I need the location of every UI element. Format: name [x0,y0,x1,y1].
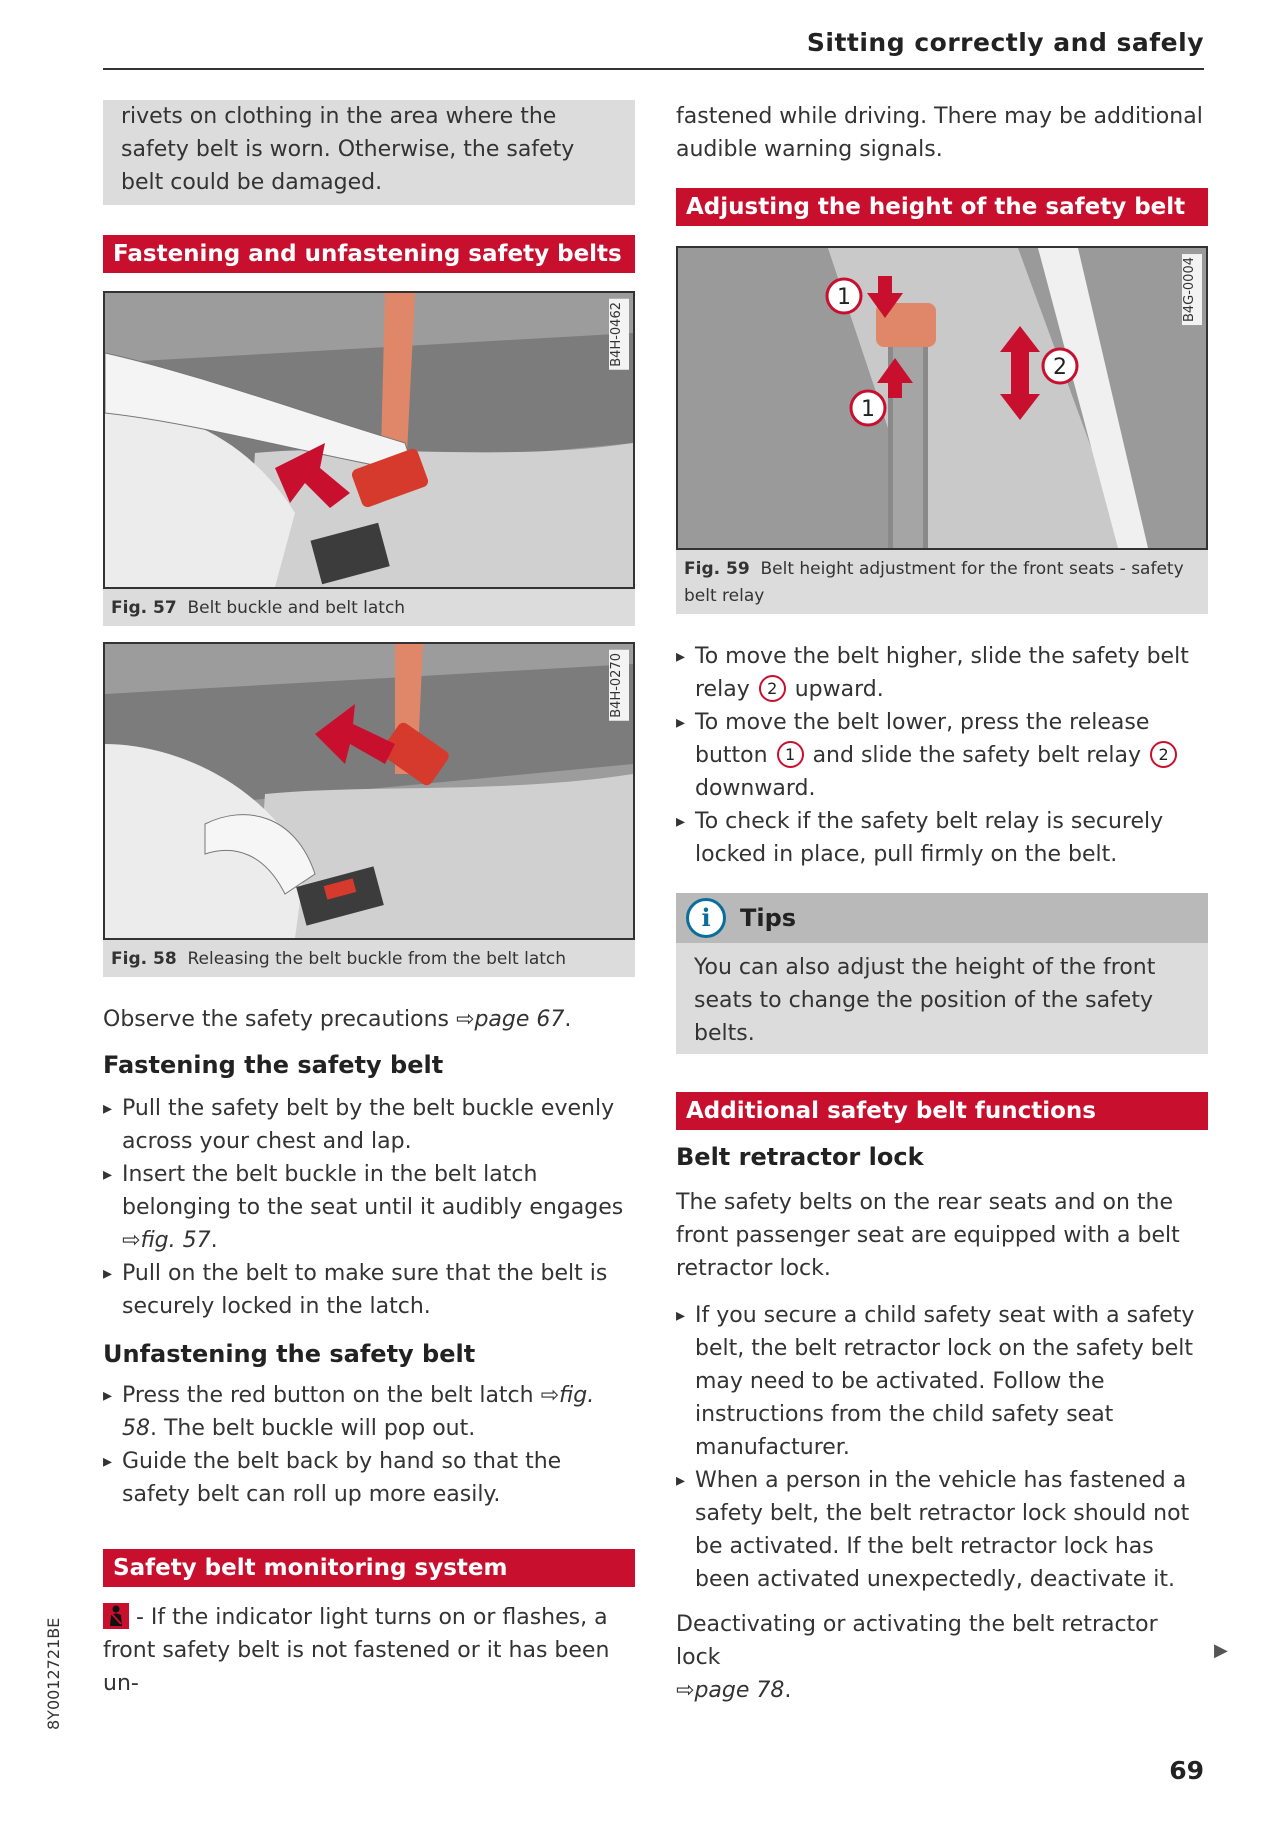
figure-58-label: Fig. 58 [111,949,177,969]
figure-59-caption [676,550,1208,614]
section-heading-fastening: Fastening and unfastening safety belts [103,235,635,273]
belt-height-illustration [678,248,1206,548]
figure-59-code: B4G-0004 [1182,254,1202,325]
height-step-2-b: and slide the safety belt relay [812,743,1142,768]
arrow-ref-icon: ⇨ [540,1383,560,1408]
observe-paragraph [103,1003,635,1036]
unfastening-steps [103,1379,635,1511]
list-item [676,706,1208,805]
list-item: ▸ To check if the safety belt relay is securely locked in place, pull firmly on the belt. [676,805,1208,871]
section-heading-height: Adjusting the height of the safety belt [676,188,1208,226]
figure-59 [676,246,1208,614]
list-item [103,1379,635,1445]
arrow-ref-icon: ⇨ [122,1228,141,1253]
height-steps [676,640,1208,871]
figure-57-label: Fig. 57 [111,598,177,618]
list-item: ▸ If you secure a child safety seat with a safety belt, the belt retractor lock on the safety belt may need to be activated. Follow the instructions from the child safety seat manufacturer. [676,1299,1208,1464]
seatbelt-warning-icon [103,1603,129,1629]
figure-58-caption [103,940,635,977]
observe-page-link[interactable]: page 67 [474,1007,565,1032]
info-icon: i [686,898,726,938]
continued-note-box [103,100,635,205]
figure-59-label: Fig. 59 [684,559,750,579]
fig-58-link[interactable]: fig. 58 [122,1383,595,1441]
page-header-title: Sitting correctly and safely [806,28,1204,57]
figure-57 [103,291,635,626]
tips-text: You can also adjust the height of the front seats to change the position of the safety belts. [694,955,1156,1046]
figure-58-caption-text: Releasing the belt buckle from the belt latch [187,949,567,969]
header-rule [103,68,1204,70]
callout-2-inline: 2 [1150,741,1177,768]
arrow-ref-icon: ⇨ [456,1007,475,1032]
figure-59-caption-text: Belt height adjustment for the front seats - safety belt relay [684,559,1184,606]
section-heading-additional: Additional safety belt functions [676,1092,1208,1130]
fig59-callout-1-bottom: 1 [861,397,875,422]
continued-paragraph: fastened while driving. There may be additional audible warning signals. [676,104,1203,162]
monitoring-paragraph [103,1601,635,1700]
figure-58 [103,642,635,977]
fastening-step-2-text: Insert the belt buckle in the belt latch belonging to the seat until it audibly engages [122,1162,624,1220]
retractor-steps [676,1299,1208,1596]
page-78-link[interactable]: page 78 [694,1678,785,1703]
tips-body [676,943,1208,1054]
list-item: ▸ Guide the belt back by hand so that the safety belt can roll up more easily. [103,1445,635,1511]
fig59-callout-1-top: 1 [837,285,851,310]
figure-58-code: B4H-0270 [609,650,629,721]
retractor-paragraph: The safety belts on the rear seats and on the front passenger seat are equipped with a belt retractor lock. [676,1190,1180,1281]
unfastening-heading: Unfastening the safety belt [103,1340,476,1368]
height-step-2-a: To move the belt lower, press the release button [695,710,1150,768]
next-page-arrow-icon[interactable]: ▶ [1214,1640,1228,1661]
section-heading-monitoring: Safety belt monitoring system [103,1549,635,1587]
belt-release-illustration [105,644,633,938]
figure-58-image [103,642,635,940]
retractor-heading: Belt retractor lock [676,1143,924,1171]
figure-57-image [103,291,635,589]
fastening-steps [103,1092,635,1323]
deactivate-end: . [784,1678,792,1703]
arrow-ref-icon: ⇨ [676,1678,695,1703]
figure-57-caption-text: Belt buckle and belt latch [187,598,406,618]
continued-note-text: rivets on clothing in the area where the safety belt is worn. Otherwise, the safety belt could be damaged. [121,104,575,195]
fig-57-link[interactable]: fig. 57 [140,1228,211,1253]
document-code: 8Y0012721BE [44,1617,63,1730]
height-step-2-c: downward. [695,776,816,801]
list-item: ▸ Pull the safety belt by the belt buckle evenly across your chest and lap. [103,1092,635,1158]
callout-1-inline: 1 [777,741,804,768]
tips-header [676,893,1208,943]
tips-box [676,893,1208,1054]
observe-end: . [564,1007,572,1032]
belt-buckle-illustration [105,293,633,587]
fastening-heading: Fastening the safety belt [103,1051,444,1079]
figure-57-code: B4H-0462 [609,299,629,370]
observe-text: Observe the safety precautions [103,1007,457,1032]
list-item: ▸ When a person in the vehicle has fastened a safety belt, the belt retractor lock should not be activated. If the belt retractor lock has been activated unexpectedly, deactivate it. [676,1464,1208,1596]
fig59-callout-2: 2 [1053,355,1067,380]
right-column [676,100,1208,1707]
height-step-1-a: To move the belt higher, slide the safety belt relay [695,644,1189,702]
deactivate-text: Deactivating or activating the belt retractor lock [676,1612,1158,1670]
left-column [103,100,635,1700]
deactivate-paragraph [676,1608,1208,1707]
figure-57-caption [103,589,635,626]
monitoring-text: - If the indicator light turns on or flashes, a front safety belt is not fastened or it has been un- [103,1605,610,1696]
unfasten-step-1-text: Press the red button on the belt latch [122,1383,534,1408]
unfasten-step-1-end: . The belt buckle will pop out. [150,1416,476,1441]
page-number: 69 [1169,1756,1204,1785]
height-step-1-b: upward. [794,677,884,702]
list-item: ▸ Pull on the belt to make sure that the belt is securely locked in the latch. [103,1257,635,1323]
callout-2-inline: 2 [759,675,786,702]
tips-title: Tips [740,904,797,932]
figure-59-image [676,246,1208,550]
list-item: ▸ Insert the belt buckle in the belt latch belonging to the seat until it audibly engages ⇨fig. 57. [103,1158,635,1257]
list-item [676,640,1208,706]
